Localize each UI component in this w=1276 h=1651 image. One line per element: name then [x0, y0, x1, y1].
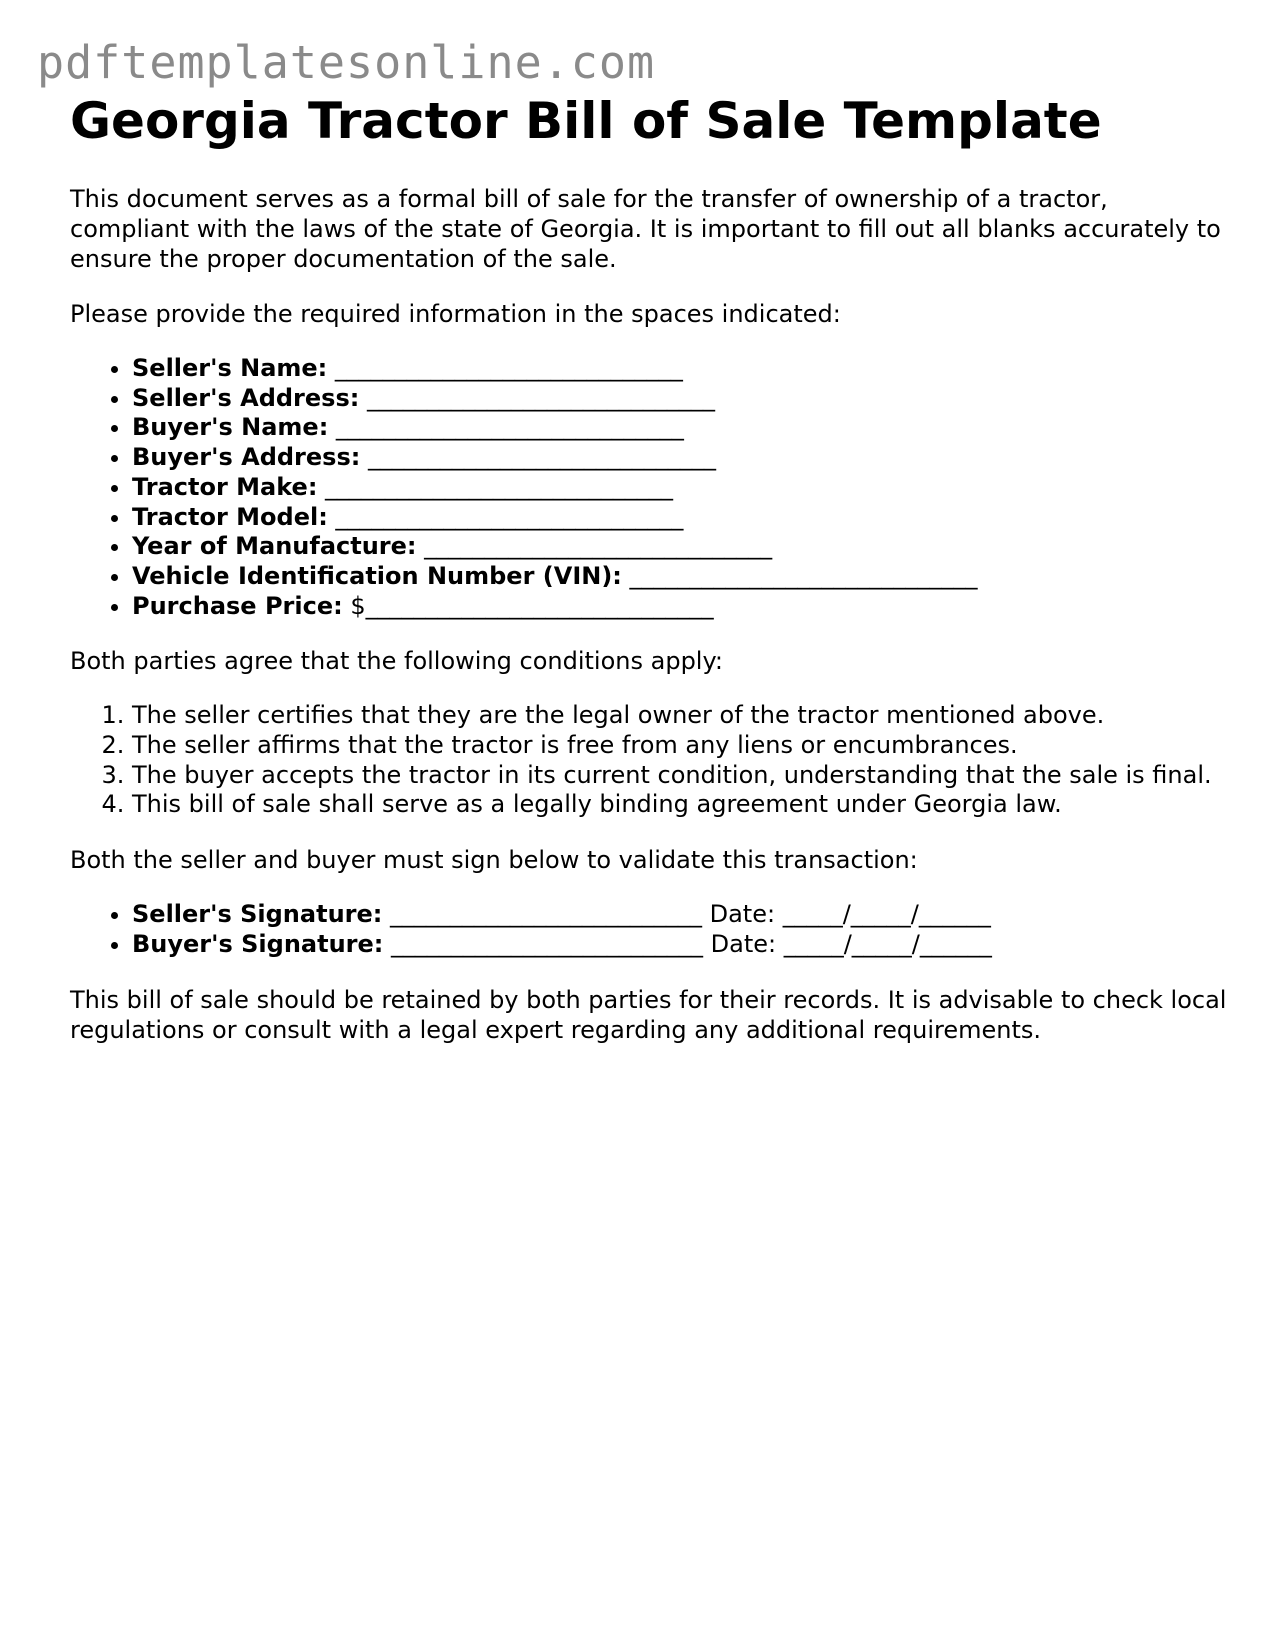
field-blank: _____________________________ — [327, 354, 683, 382]
field-blank: _____________________________ — [317, 472, 674, 501]
condition-item: 1. The seller certifies that they are the legal owner of the tractor mentioned above. — [132, 701, 1230, 731]
field-label: Year of Manufacture: — [132, 532, 417, 561]
document-page — [70, 92, 1230, 1045]
document-title: Georgia Tractor Bill of Sale Template — [70, 92, 1102, 150]
field-label: Vehicle Identification Number (VIN): — [132, 561, 622, 590]
condition-item: 2. The seller affirms that the tractor is free from any liens or encumbrances. — [132, 731, 1230, 761]
field-buyer-address — [132, 443, 1230, 473]
fields-prompt: Please provide the required information in the spaces indicated: — [70, 300, 841, 328]
field-seller-name — [132, 354, 1230, 384]
field-buyer-name — [132, 413, 1230, 443]
field-label: Seller's Name: — [132, 354, 328, 382]
field-blank: _____________________________ — [359, 383, 715, 412]
signature-seller — [132, 900, 1230, 930]
signature-intro: Both the seller and buyer must sign below to validate this transaction: — [70, 846, 918, 875]
field-year-of-manufacture — [132, 532, 1230, 562]
conditions-list — [70, 701, 1230, 820]
signature-blank: __________________________ Date: _____/_____/______ — [382, 900, 991, 929]
field-blank: $_____________________________ — [342, 591, 714, 620]
field-vin — [132, 562, 1230, 592]
field-label: Tractor Make: — [132, 472, 318, 501]
field-label: Buyer's Address: — [132, 443, 361, 472]
field-tractor-model — [132, 503, 1230, 533]
field-label: Purchase Price: — [132, 591, 343, 620]
field-label: Seller's Address: — [132, 383, 360, 412]
field-seller-address — [132, 384, 1230, 414]
signature-buyer — [132, 930, 1230, 960]
field-blank: _____________________________ — [360, 443, 716, 472]
field-blank: _____________________________ — [327, 502, 684, 531]
signature-blank: __________________________ Date: _____/_____/______ — [383, 929, 992, 958]
signature-label: Buyer's Signature: — [132, 929, 384, 958]
field-label: Buyer's Name: — [132, 413, 329, 442]
watermark: pdftemplatesonline.com — [37, 36, 656, 89]
field-purchase-price — [132, 592, 1230, 622]
signature-label: Seller's Signature: — [132, 900, 383, 929]
signature-list — [70, 900, 1230, 959]
fields-list — [70, 354, 1230, 621]
field-label: Tractor Model: — [132, 502, 328, 531]
footer-note: This bill of sale should be retained by both parties for their records. It is advisable to check local regulations or consult with a legal expert regarding any additional requirements. — [70, 985, 1227, 1044]
field-blank: _____________________________ — [621, 561, 978, 590]
field-blank: _____________________________ — [328, 413, 684, 442]
field-blank: _____________________________ — [416, 532, 773, 561]
field-tractor-make — [132, 473, 1230, 503]
conditions-intro: Both parties agree that the following conditions apply: — [70, 647, 724, 676]
intro-paragraph: This document serves as a formal bill of sale for the transfer of ownership of a tractor, compliant with the laws of the state of Georgia. It is important to fill out all blanks accurately to ensure the proper documentation of the sale. — [70, 185, 1221, 273]
condition-item: 3. The buyer accepts the tractor in its current condition, understanding that the sale is final. — [132, 761, 1230, 791]
condition-item: 4. This bill of sale shall serve as a legally binding agreement under Georgia law. — [132, 790, 1230, 820]
